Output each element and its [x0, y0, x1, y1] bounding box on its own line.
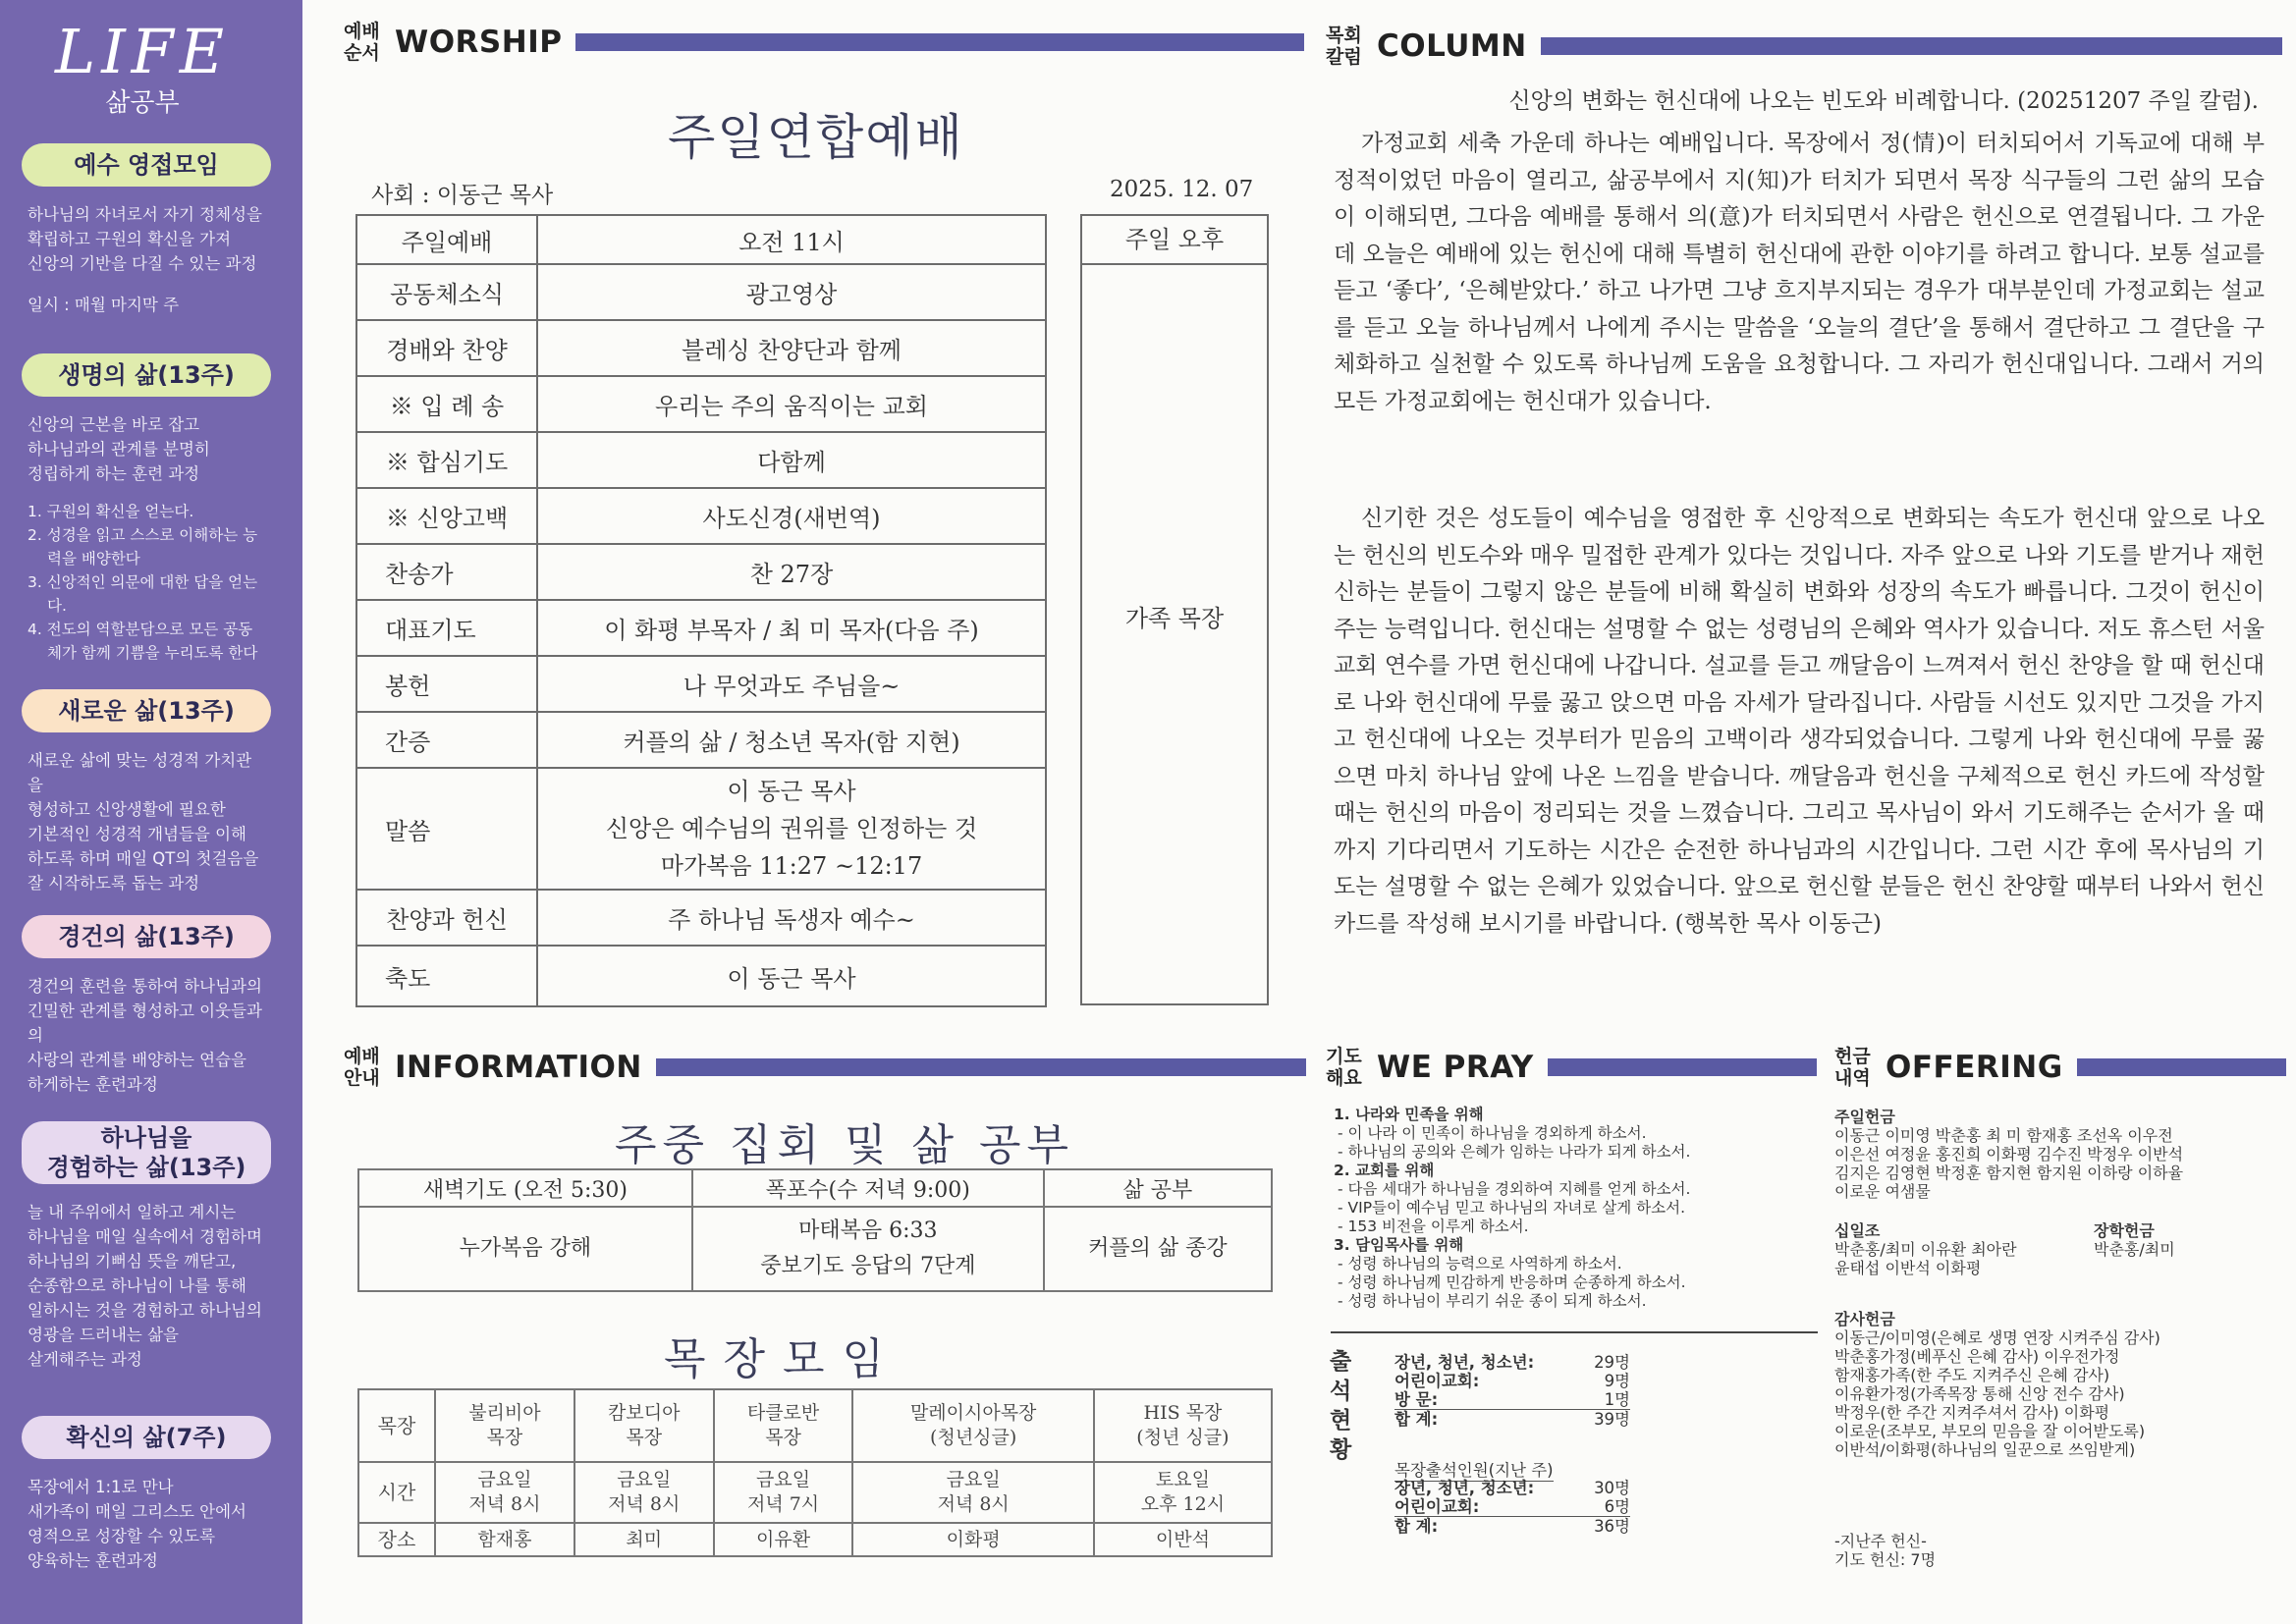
offering-title: 감사헌금	[1834, 1310, 1895, 1328]
header-en: INFORMATION	[395, 1050, 642, 1085]
header-kr: 예배 안내	[344, 1046, 380, 1089]
table-row	[356, 488, 1046, 544]
row-label: 시간	[358, 1462, 435, 1523]
attendance-label: 출석 현황	[1330, 1349, 1352, 1463]
information-header	[344, 1043, 1306, 1092]
desc-line: 일하시는 것을 경험하고 하나님의	[27, 1301, 262, 1320]
offering-line: 박춘홍가정(베푸신 은혜 감사) 이우전가정	[1834, 1347, 2120, 1366]
course-date: 일시 : 매월 마지막 주	[27, 296, 180, 314]
offering-title: 십일조	[1834, 1221, 1881, 1240]
table-cell: 불리비아 목장	[435, 1389, 574, 1462]
goal-item: 1. 구원의 확신을 얻는다.	[27, 503, 194, 520]
table-row	[356, 320, 1046, 376]
offering-line: 이로운(조부모, 부모의 믿음을 잘 이어받도록)	[1834, 1422, 2146, 1440]
prayer-list	[1334, 1106, 1805, 1311]
offering-line: 이동근 이미영 박춘홍 최 미 함재홍 조선옥 이우전	[1834, 1126, 2173, 1145]
table-row	[356, 712, 1046, 768]
desc-line: 하도록 하며 매일 QT의 첫걸음을	[27, 849, 259, 868]
offering-line: 김지은 김영현 박정훈 함지현 함지원 이하랑 이하율	[1834, 1164, 2184, 1182]
attendance-row: 방 문: 1명	[1394, 1390, 1630, 1409]
life-logo	[0, 18, 285, 119]
desc-line: 새로운 삶에 맞는 성경적 가치관을	[27, 751, 252, 794]
prayer-item: - 다음 세대가 하나님을 경외하여 지혜를 얻게 하소서.	[1338, 1180, 1691, 1198]
order-value: 나 무엇과도 주님을~	[537, 656, 1046, 712]
table-cell: 이반석	[1094, 1523, 1272, 1556]
table-row	[358, 1207, 1272, 1291]
table-cell: 이화평	[852, 1523, 1093, 1556]
desc-line: 하나님의 자녀로서 자기 정체성을	[27, 205, 262, 224]
table-row	[356, 946, 1046, 1006]
course-desc	[22, 202, 267, 276]
table-cell: HIS 목장 (청년 싱글)	[1094, 1389, 1272, 1462]
column-header: 삶 공부	[1044, 1169, 1272, 1207]
course-assurance	[22, 1416, 267, 1573]
attendance-table	[1394, 1353, 1630, 1429]
header-kr: 기도 해요	[1326, 1046, 1362, 1089]
header-bar	[1548, 1058, 1817, 1076]
table-row	[356, 432, 1046, 488]
desc-line: 하나님의 기뻐심 뜻을 깨닫고,	[27, 1252, 237, 1271]
table-row	[356, 264, 1046, 320]
table-cell: 최미	[574, 1523, 714, 1556]
course-desc	[22, 1200, 267, 1372]
desc-line: 하게하는 훈련과정	[27, 1075, 158, 1094]
offering-title: 장학헌금	[2094, 1221, 2155, 1240]
course-desc	[22, 412, 267, 486]
offering-line: 박춘홍/최미	[2094, 1240, 2175, 1259]
desc-line: 기본적인 성경적 개념들을 이해	[27, 825, 246, 843]
order-label: ※ 합심기도	[356, 432, 537, 488]
header-kr: 예배 순서	[344, 21, 380, 64]
prayer-topic: 1. 나라와 민족을 위해	[1334, 1106, 1484, 1123]
desc-line: 신앙의 근본을 바로 잡고	[27, 415, 200, 434]
order-label: ※ 신앙고백	[356, 488, 537, 544]
order-label: 대표기도	[356, 600, 537, 656]
logo-text: LIFE	[55, 16, 230, 87]
header-en: WORSHIP	[395, 25, 563, 60]
prayer-item: - 성령 하나님의 능력으로 사역하게 하소서.	[1338, 1255, 1622, 1272]
desc-line: 경건의 훈련을 통하여 하나님과의	[27, 977, 262, 996]
weekly-gathering-title: 주중 집회 및 삶 공부	[615, 1120, 1074, 1170]
header-bar	[2077, 1058, 2286, 1076]
worship-title: 주일연합예배	[668, 109, 964, 166]
table-row	[356, 376, 1046, 432]
course-desc	[22, 974, 267, 1097]
prayer-topic: 2. 교회를 위해	[1334, 1162, 1435, 1179]
order-value: 광고영상	[537, 264, 1046, 320]
pray-header	[1326, 1043, 1817, 1092]
order-label: 경배와 찬양	[356, 320, 537, 376]
worship-host: 사회 : 이동근 목사	[371, 183, 554, 208]
order-value: 찬 27장	[537, 544, 1046, 600]
desc-line: 늘 내 주위에서 일하고 계시는	[27, 1203, 237, 1221]
table-row	[358, 1169, 1272, 1207]
course-pill	[22, 1121, 271, 1184]
desc-line: 사랑의 관계를 배양하는 연습을	[27, 1051, 246, 1069]
offering-line: 이유환가정(가족목장 통해 신앙 전수 감사)	[1834, 1384, 2125, 1403]
column-paragraph: 신기한 것은 성도들이 예수님을 영접한 후 신앙적으로 변화되는 속도가 헌신대 앞으로 나오는 헌신의 빈도수와 매우 밀접한 관계가 있다는 것입니다. 자주 앞으로 나와 기도를 받거나 재헌신하는 분들이 그렇지 않은 분들에 비해 확실히 변화와 성장의 속도가 빠릅니다. 그것이 헌신이 주는 능력입니다. 헌신대는 설명할 수 없는 성령님의 은혜와 역사가 있습니다. 저도 휴스턴 서울교회 연수를 가면 헌신대에 나갑니다. 설교를 듣고 깨달음이 느껴져서 헌신 찬양을 할 때 헌신대로 나와 헌신대에 무릎 꿇고 앉으면 마음 자세가 달라집니다. 사람들 시선도 있지만 그것을 가지고 헌신대에 나오는 것부터가 믿음의 고백이라 생각되었습니다. 그렇게 나와 헌신대에 무릎 꿇으면 마치 하나님 앞에 나온 느낌을 받습니다. 깨달음과 헌신을 구체적으로 헌신 카드에 작성할 때는 헌신의 마음이 정리되는 것을 느꼈습니다. 그리고 목사님이 와서 기도해주는 순서가 올 때까지 기다리면서 기도하는 시간은 순전한 하나님과의 시간입니다. 그런 시간 후에 목사님의 기도는 설명할 수 없는 은혜가 있었습니다. 앞으로 헌신할 분들은 헌신 찬양할 때부터 나와서 헌신카드를 작성해 보시기를 바랍니다. (행복한 목사 이동근)	[1334, 506, 2265, 937]
row-label: 장소	[358, 1523, 435, 1556]
offering-line: 윤태섭 이반석 이화평	[1834, 1259, 1982, 1277]
offering-line: 함재홍가족(한 주도 지켜주신 은혜 감사)	[1834, 1366, 2110, 1384]
thanks-offering	[1834, 1310, 2276, 1459]
order-value: 블레싱 찬양단과 함께	[537, 320, 1046, 376]
prayer-item: - VIP들이 예수님 믿고 하나님의 자녀로 살게 하소서.	[1338, 1199, 1686, 1217]
desc-line: 영적으로 성장할 수 있도록	[27, 1527, 216, 1545]
afternoon-box	[1080, 214, 1269, 1005]
attendance-row: 장년, 청년, 청소년: 30명	[1394, 1479, 1630, 1497]
order-value: 이 화평 부목자 / 최 미 목자(다음 주)	[537, 600, 1046, 656]
offering-line: 이로운 여샘물	[1834, 1182, 1931, 1201]
table-cell: 금요일 저녁 8시	[435, 1462, 574, 1523]
offering-header	[1834, 1043, 2286, 1092]
column-header	[1326, 22, 2282, 71]
order-value: 우리는 주의 움직이는 교회	[537, 376, 1046, 432]
offering-line: 이반석/이화평(하나님의 일꾼으로 쓰임받게)	[1834, 1440, 2136, 1459]
table-cell: 이유환	[714, 1523, 853, 1556]
cell-group-table	[357, 1388, 1273, 1557]
table-row	[356, 215, 1046, 264]
header-en: WE PRAY	[1377, 1050, 1534, 1085]
prayer-item: - 이 나라 이 민족이 하나님을 경외하게 하소서.	[1338, 1124, 1647, 1142]
goal-item: 3. 신앙적인 의문에 대한 답을 얻는다.	[27, 573, 258, 615]
tithe-offering	[1834, 1221, 2090, 1277]
course-desc	[22, 1475, 267, 1573]
header-en: COLUMN	[1377, 28, 1527, 64]
offering-line: 박춘홍/최미 이유환 최아란	[1834, 1240, 2017, 1259]
column-header: 폭포수(수 저녁 9:00)	[692, 1169, 1044, 1207]
header-bar	[656, 1058, 1306, 1076]
worship-order-table	[355, 214, 1047, 1007]
sermon-value	[537, 768, 1046, 890]
desc-line: 잘 시작하도록 돕는 과정	[27, 874, 200, 893]
table-cell: 함재홍	[435, 1523, 574, 1556]
pill-line: 경험하는 삶(13주)	[46, 1154, 246, 1181]
offering-line: 이은선 여정윤 홍진희 이화평 김수진 박정우 이반석	[1834, 1145, 2184, 1164]
attendance-total: 합 계: 39명	[1394, 1410, 1630, 1429]
course-pill: 경건의 삶(13주)	[22, 915, 271, 958]
table-row	[356, 656, 1046, 712]
desc-line: 하나님과의 관계를 분명히	[27, 440, 210, 459]
attendance-row: 어린이교회: 9명	[1394, 1372, 1630, 1390]
devotion-value: 기도 헌신: 7명	[1834, 1550, 1937, 1569]
pill-line: 하나님을	[100, 1124, 192, 1152]
desc-line: 양육하는 훈련과정	[27, 1551, 158, 1570]
course-pill: 확신의 삶(7주)	[22, 1416, 271, 1459]
table-cell: 금요일 저녁 8시	[852, 1462, 1093, 1523]
desc-line: 형성하고 신앙생활에 필요한	[27, 800, 226, 819]
desc-line: 확립하고 구원의 확신을 가져	[27, 230, 232, 248]
goal-item: 4. 전도의 역할분담으로 모든 공동체가 함께 기쁨을 누리도록 한다	[27, 621, 258, 662]
prayer-item: - 하나님의 공의와 은혜가 임하는 나라가 되게 하소서.	[1338, 1143, 1691, 1161]
prayer-item: - 성령 하나님께 민감하게 반응하며 순종하게 하소서.	[1338, 1273, 1686, 1291]
desc-line: 긴밀한 관계를 형성하고 이웃들과의	[27, 1001, 262, 1045]
order-value: 커플의 삶 / 청소년 목자(함 지현)	[537, 712, 1046, 768]
desc-line: 신앙의 기반을 다질 수 있는 과정	[27, 254, 257, 273]
attendance-row: 어린이교회: 6명	[1394, 1497, 1630, 1516]
column-paragraph: 가정교회 세축 가운데 하나는 예배입니다. 목장에서 정(情)이 터치되어서 기독교에 대해 부정적이었던 마음이 열리고, 삶공부에서 지(知)가 터치가 되면서 목장 식구들의 그런 삶의 모습이 이해되면, 그다음 예배를 통해서 의(意)가 터치되면서 사람은 헌신으로 연결됩니다. 그 가운데 오늘은 예배에 있는 헌신에 대해 특별히 헌신대에 관한 이야기를 하려고 합니다. 보통 설교를 듣고 ‘좋다’, ‘은혜받았다.’ 하고 나가면 그냥 흐지부지되는 경우가 대부분인데 가정교회는 설교를 듣고 오늘 하나님께서 나에게 주시는 말씀을 ‘오늘의 결단’을 통해서 결단하고 그 결단을 구체화하고 실천할 수 있도록 하나님께 도움을 요청합니다. 그 자리가 헌신대입니다. 그래서 거의 모든 가정교회에는 헌신대가 있습니다.	[1334, 131, 2265, 414]
afternoon-title: 주일 오후	[1082, 216, 1267, 265]
course-pill: 생명의 삶(13주)	[22, 353, 271, 397]
course-pill: 새로운 삶(13주)	[22, 689, 271, 732]
table-cell: 타클로반 목장	[714, 1389, 853, 1462]
table-cell: 토요일 오후 12시	[1094, 1462, 1272, 1523]
worship-date: 2025. 12. 07	[1110, 177, 1254, 202]
course-desc	[22, 748, 267, 895]
table-cell: 금요일 저녁 7시	[714, 1462, 853, 1523]
order-label: 말씀	[356, 768, 537, 890]
header-en: OFFERING	[1886, 1050, 2063, 1085]
devotion-title: -지난주 헌신-	[1834, 1532, 1927, 1550]
cell-attendance-title: 목장출석인원(지난 주)	[1394, 1457, 1554, 1482]
course-jesus-meeting	[22, 143, 267, 315]
prayer-item: - 성령 하나님이 부리기 쉬운 종이 되게 하소서.	[1338, 1292, 1647, 1310]
table-row	[356, 600, 1046, 656]
order-label: 찬양과 헌신	[356, 890, 537, 946]
order-value: 오전 11시	[537, 215, 1046, 264]
course-pill: 예수 영접모임	[22, 143, 271, 187]
row-label: 목장	[358, 1389, 435, 1462]
offering-title: 주일헌금	[1834, 1108, 1895, 1126]
sermon-scripture: 마가복음 11:27 ~12:17	[660, 852, 923, 880]
desc-line: 영광을 드러내는 삶을	[27, 1326, 179, 1344]
table-cell: 커플의 삶 종강	[1044, 1207, 1272, 1291]
order-label: 간증	[356, 712, 537, 768]
weekly-gathering-table	[357, 1168, 1273, 1292]
order-label: 공동체소식	[356, 264, 537, 320]
header-bar	[1541, 37, 2282, 55]
desc-line: 목장에서 1:1로 만나	[27, 1478, 174, 1496]
table-row	[358, 1523, 1272, 1556]
table-row	[358, 1462, 1272, 1523]
table-cell: 캄보디아 목장	[574, 1389, 714, 1462]
attendance-total: 합 계: 36명	[1394, 1517, 1630, 1536]
scholarship-offering	[2094, 1221, 2270, 1259]
cell-attendance-table	[1394, 1479, 1630, 1536]
prayer-topic: 3. 담임목사를 위해	[1334, 1236, 1464, 1254]
course-life	[22, 353, 267, 665]
table-cell: 누가복음 강해	[358, 1207, 692, 1291]
sidebar	[0, 0, 302, 1624]
course-devotion	[22, 915, 267, 1097]
order-label: 봉헌	[356, 656, 537, 712]
header-bar	[575, 33, 1304, 51]
order-value: 다함께	[537, 432, 1046, 488]
order-label: ※ 입 례 송	[356, 376, 537, 432]
table-row	[356, 768, 1046, 890]
goal-item: 2. 성경을 읽고 스스로 이해하는 능력을 배양한다	[27, 526, 258, 568]
attendance-row: 장년, 청년, 청소년: 29명	[1394, 1353, 1630, 1372]
order-label: 축도	[356, 946, 537, 1006]
divider	[1331, 1331, 1818, 1333]
desc-line: 정립하게 하는 훈련 과정	[27, 464, 200, 483]
order-value: 주 하나님 독생자 예수~	[537, 890, 1046, 946]
prayer-item: - 153 비전을 이루게 하소서.	[1338, 1218, 1529, 1235]
table-row	[356, 544, 1046, 600]
sunday-offering	[1834, 1108, 2267, 1201]
cell-group-title: 목장모임	[664, 1334, 902, 1384]
offering-line: 이동근/이미영(은혜로 생명 연장 시켜주심 감사)	[1834, 1328, 2160, 1347]
table-cell: 말레이시아목장 (청년싱글)	[852, 1389, 1093, 1462]
desc-line: 순종함으로 하나님이 나를 통해	[27, 1276, 246, 1295]
order-value: 사도신경(새번역)	[537, 488, 1046, 544]
worship-header	[344, 18, 1304, 67]
header-kr: 목회 칼럼	[1326, 25, 1362, 68]
column-header: 새벽기도 (오전 5:30)	[358, 1169, 692, 1207]
course-goals	[22, 500, 267, 665]
table-cell: 금요일 저녁 8시	[574, 1462, 714, 1523]
column-headline: 신앙의 변화는 헌신대에 나오는 빈도와 비례합니다. (20251207 주일 칼럼).	[1508, 88, 2259, 114]
sermon-preacher: 이 동근 목사	[727, 778, 856, 805]
order-value: 이 동근 목사	[537, 946, 1046, 1006]
course-new-life	[22, 689, 267, 895]
desc-line: 하나님을 매일 실속에서 경험하며	[27, 1227, 262, 1246]
logo-subtitle: 삶공부	[105, 88, 180, 118]
header-kr: 헌금 내역	[1834, 1046, 1871, 1089]
offering-line: 박정우(한 주간 지켜주셔서 감사) 이화평	[1834, 1403, 2110, 1422]
table-row	[356, 890, 1046, 946]
table-cell: 마태복음 6:33 중보기도 응답의 7단계	[692, 1207, 1044, 1291]
sermon-title: 신앙은 예수님의 권위를 인정하는 것	[605, 815, 978, 842]
last-week-devotion	[1834, 1532, 2031, 1569]
course-experiencing-god	[22, 1121, 267, 1372]
desc-line: 새가족이 매일 그리스도 안에서	[27, 1502, 246, 1521]
afternoon-value: 가족 목장	[1124, 605, 1225, 632]
order-label: 주일예배	[356, 215, 537, 264]
order-label: 찬송가	[356, 544, 537, 600]
table-row	[358, 1389, 1272, 1462]
desc-line: 살게해주는 과정	[27, 1350, 142, 1369]
